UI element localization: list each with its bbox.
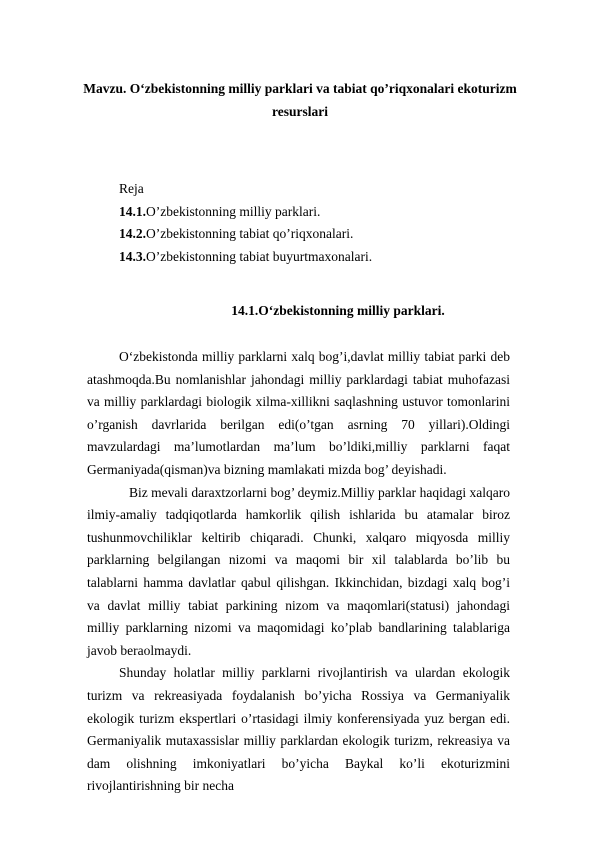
plan-section <box>119 178 372 268</box>
plan-item-text: O’zbekistonning tabiat buyurtmaxonalari. <box>146 248 373 264</box>
plan-item-text: O’zbekistonning milliy parklari. <box>146 203 321 219</box>
paragraph: O‘zbekistonda milliy parklarni xalq bog’i,davlat milliy tabiat parki deb atashmoqda.Bu nomlanishlar jahondagi milliy parklardagi tabiat muhofazasi va milliy parklardagi biologik xilma-xillikni saqlashning ustuvor tomonlarini o’rganish davrlarida berilgan edi(o’tgan asrning 70 yillari).Oldingi mavzulardagi ma’lumotlardan ma’lum bo’ldiki,milliy parklarni faqat Germaniyada(qisman)va bizning mamlakati mizda bog’ deyishadi. <box>87 349 510 477</box>
plan-item-text: O’zbekistonning tabiat qo’riqxonalari. <box>146 226 354 241</box>
plan-heading: Reja <box>119 181 144 196</box>
paragraph: Biz mevali daraxtzorlarni bog’ deymiz.Milliy parklar haqidagi xalqaro ilmiy-amaliy tadqiqotlarda hamkorlik qilish ishlarida bu atamalar biroz tushunmovchiliklar keltirib chiqaradi. Chunki, xalqaro miqyosda milliy parklarning belgilangan nizomi va maqomi bir xil talablarda bo’lib bu talablarni hamma davlatlar qabul qilishgan. Ikkinchidan, bizdagi xalq bog’i va davlat milliy tabiat parkining nizom va maqomlari(statusi) jahondagi milliy parklarning nizomi va maqomidagi ko’plab bandlarining talablariga javob beraolmaydi. <box>87 484 510 658</box>
plan-item <box>119 246 372 269</box>
plan-item-number: 14.3. <box>119 248 146 264</box>
plan-item <box>119 223 372 246</box>
document-title: Mavzu. O‘zbekistonning milliy parklari va tabiat qo’riqxonalari ekoturizm resurslari <box>83 81 517 119</box>
body-text <box>87 346 510 798</box>
paragraph: Shunday holatlar milliy parklarni rivojlantirish va ulardan ekologik turizm va rekreasiyada foydalanish bo’yicha Rossiya va Germaniyalik ekologik turizm ekspertlari o’rtasidagi ilmiy konferensiyada yuz bergan edi. Germaniyalik mutaxassislar milliy parklardan ekologik turizm, rekreasiya va dam olishning imkoniyatlari bo’yicha Baykal ko’li ekoturizmini rivojlantirishning bir necha <box>87 665 510 794</box>
plan-item <box>119 201 372 224</box>
plan-item-number: 14.1. <box>119 203 146 219</box>
plan-item-number: 14.2. <box>119 226 146 241</box>
section-heading: 14.1.O‘zbekistonning milliy parklari. <box>231 303 445 318</box>
